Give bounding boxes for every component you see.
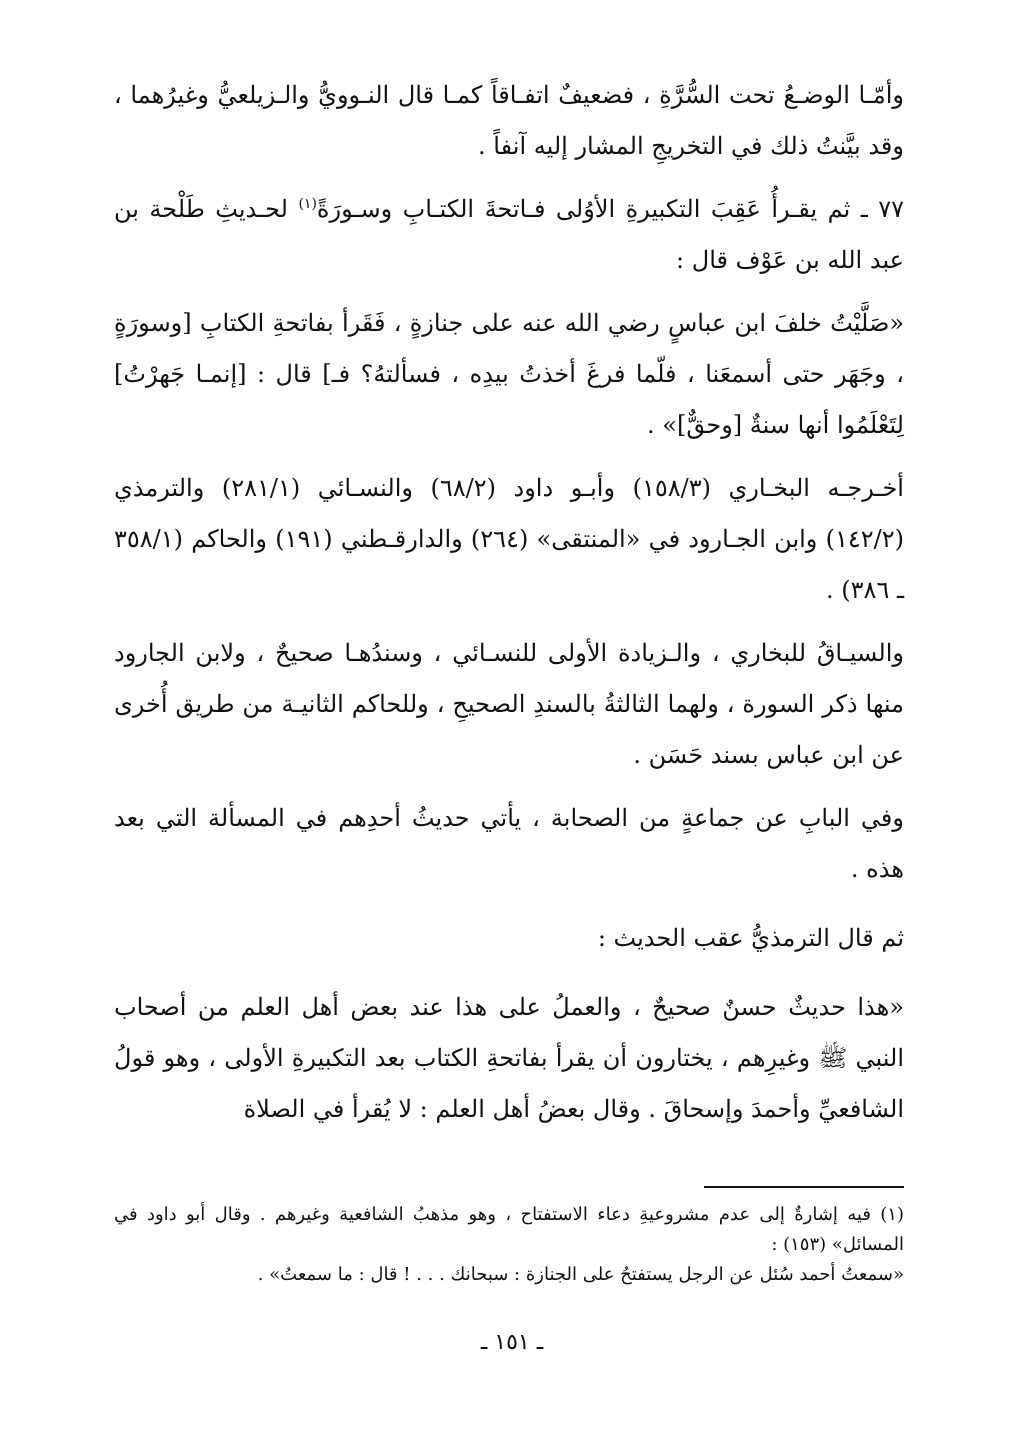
- footnote-1: (١) فيه إشارةٌ إلى عدم مشروعيةِ دعاء الاستفتاح ، وهو مذهبُ الشافعية وغيرهم . وقال أبو داود في المسائل» (١٥٣) :: [114, 1204, 904, 1255]
- paragraph-8-quote: «هذا حديثٌ حسنٌ صحيحٌ ، والعملُ على هذا عند بعض أهل العلم من أصحاب النبي ﷺ وغيرِهم ، يختارون أن يقرأ بفاتحةِ الكتاب بعد التكبيرةِ الأولى ، وهو قولُ الشافعيِّ وأحمدَ وإسحاقَ . وقال بعضُ أهل العلم : لا يُقرأ في الصلاة: [114, 993, 905, 1123]
- footnote-divider: [704, 1186, 904, 1188]
- footnote-1-quote: «سمعتُ أحمد سُئل عن الرجل يستفتحُ على الجنازة : سبحانك . . . ! قال : ما سمعتُ» .: [257, 1264, 904, 1285]
- paragraph-2: [114, 184, 904, 286]
- paragraph-2-text: ٧٧ ـ ثم يقـرأُ عَقِبَ التكبيرةِ الأوُلى فـاتحةَ الكتـابِ وسـورَةً: [316, 195, 904, 223]
- paragraph-4-takhrij: أخـرجـه البخـاري (١٥٨/٣) وأبـو داود (٦٨/٢) والنسـائي (٢٨١/١) والترمذي (١٤٢/٢) وابن الجـارود في «المنتقى» (٢٦٤) والدارقـطني (١٩١) والحاكم (٣٥٨/١ ـ ٣٨٦) .: [114, 474, 904, 604]
- footnotes: [114, 1200, 904, 1290]
- page-number: ـ ١٥١ ـ: [480, 1330, 544, 1355]
- paragraph-6: وفي البابِ عن جماعةٍ من الصحابة ، يأتي حديثُ أحدِهم في المسألة التي بعد هذه .: [114, 804, 904, 883]
- footnote-reference: (١): [298, 196, 317, 212]
- paragraph-2-continuation: لحـديثِ طَلْحة بن عبد الله بن عَوْف قال :: [114, 195, 904, 274]
- paragraph-1: وأمّـا الوضـعُ تحت السُّرَّةِ ، فضعيفٌ اتفـاقاً كمـا قال النـوويُّ والـزيلعيُّ وغيرُهما ، وقد بيَّنتُ ذلك في التخريجِ المشار إليه آنفاً .: [114, 81, 904, 160]
- main-text: [114, 70, 904, 1147]
- paragraph-7: ثم قال الترمذيُّ عقب الحديث :: [597, 924, 904, 952]
- paragraph-5: والسيـاقُ للبخاري ، والـزيادة الأولى للنسـائي ، وسندُهـا صحيحٌ ، ولابن الجارود منها ذكر السورة ، ولهما الثالثةُ بالسندِ الصحيحِ ، وللحاكم الثانيـة من طريق أُخرى عن ابن عباس بسند حَسَن .: [114, 639, 905, 769]
- paragraph-3-hadith: «صَلَّيْتُ خلفَ ابن عباسٍ رضي الله عنه على جنازةٍ ، فَقَرأ بفاتحةِ الكتابِ [وسورَةٍ ، وجَهَر حتى أسمعَنا ، فلّما فرغَ أخذتُ بيدِه ، فسألتهُ؟ فـ] قال : [إنمـا جَهرْتُ] لِتَعْلَمُوا أنها سنةٌ [وحقٌّ]» .: [114, 309, 904, 439]
